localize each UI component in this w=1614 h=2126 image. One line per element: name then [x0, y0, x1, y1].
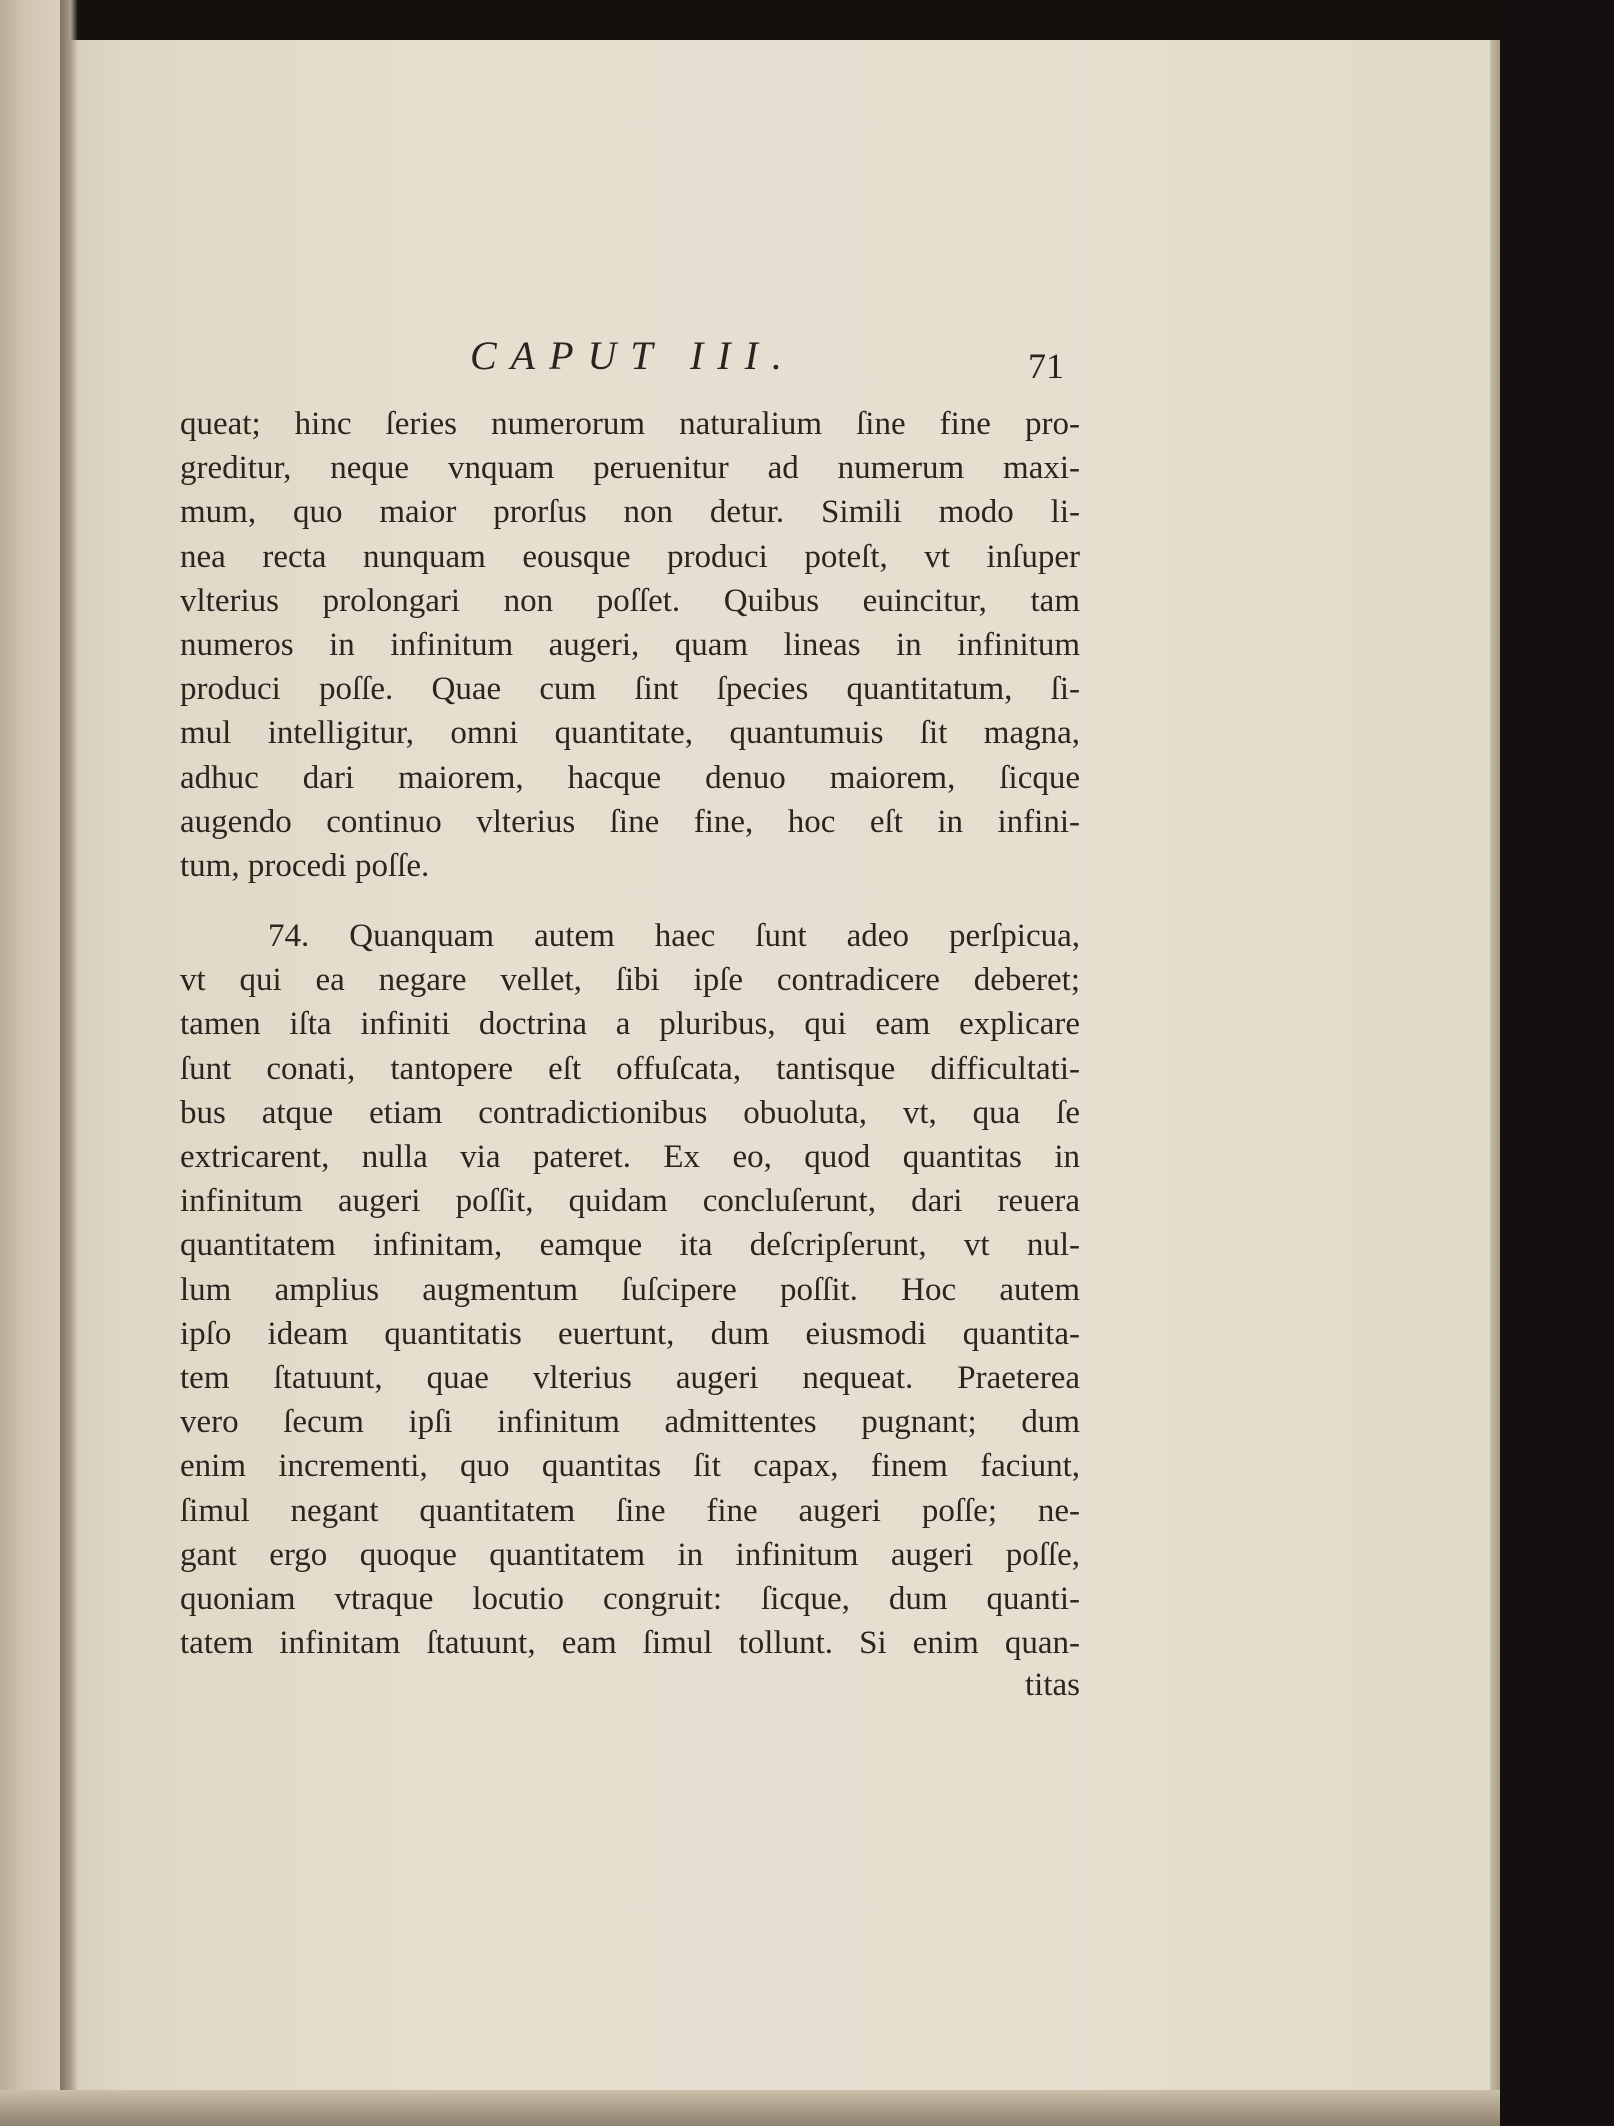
- text-line: tatem infinitam ſtatuunt, eam ſimul tollunt. Si enim quan-: [180, 1625, 1080, 1662]
- running-title: CAPUT III.: [470, 333, 796, 378]
- text-line: ipſo ideam quantitatis euertunt, dum eiusmodi quantita-: [180, 1315, 1080, 1352]
- page-stack-bottom: [0, 2090, 1500, 2126]
- text-line: infinitum augeri poſſit, quidam concluſerunt, dari reuera: [180, 1183, 1080, 1220]
- page-fore-edge: [1490, 40, 1500, 2126]
- text-line: mum, quo maior prorſus non detur. Simili modo li-: [180, 494, 1080, 531]
- text-line: greditur, neque vnquam peruenitur ad numerum maxi-: [180, 450, 1080, 487]
- text-line: augendo continuo vlterius ſine fine, hoc eſt in infini-: [180, 803, 1080, 840]
- text-line: vt qui ea negare vellet, ſibi ipſe contradicere deberet;: [180, 962, 1080, 999]
- text-line: extricarent, nulla via pateret. Ex eo, quod quantitas in: [180, 1139, 1080, 1175]
- background-right: [1500, 0, 1614, 2126]
- text-line: gant ergo quoque quantitatem in infinitum augeri poſſe,: [180, 1536, 1080, 1573]
- paragraph-74-first-line: 74. Quanquam autem haec ſunt adeo perſpicua,: [268, 918, 1080, 955]
- facing-page-edge: [0, 0, 60, 2126]
- page-number: 71: [1028, 346, 1064, 386]
- text-line: queat; hinc ſeries numerorum naturalium ſine fine pro-: [180, 406, 1080, 442]
- text-line: ſunt conati, tantopere eſt offuſcata, tantisque difficultati-: [180, 1050, 1080, 1087]
- text-line: tem ſtatuunt, quae vlterius augeri nequeat. Praeterea: [180, 1359, 1080, 1396]
- text-line: vlterius prolongari non poſſet. Quibus euincitur, tam: [180, 582, 1080, 619]
- catchword: titas: [1025, 1667, 1080, 1704]
- text-line: adhuc dari maiorem, hacque denuo maiorem, ſicque: [180, 759, 1080, 796]
- text-line: quoniam vtraque locutio congruit: ſicque, dum quanti-: [180, 1580, 1080, 1617]
- text-line: nea recta nunquam eousque produci poteſt, vt inſuper: [180, 538, 1080, 575]
- text-line: enim incrementi, quo quantitas ſit capax, finem faciunt,: [180, 1448, 1080, 1485]
- text-line: numeros in infinitum augeri, quam lineas in infinitum: [180, 626, 1080, 663]
- text-line: bus atque etiam contradictionibus obuoluta, vt, qua ſe: [180, 1094, 1080, 1131]
- text-line: quantitatem infinitam, eamque ita deſcripſerunt, vt nul-: [180, 1227, 1080, 1264]
- body-text: [180, 402, 1080, 1665]
- text-line: ſimul negant quantitatem ſine fine augeri poſſe; ne-: [180, 1492, 1080, 1529]
- binding-shadow: [60, 0, 78, 2126]
- text-line: tum, procedi poſſe.: [180, 847, 430, 884]
- text-line: mul intelligitur, omni quantitate, quantumuis ſit magna,: [180, 715, 1080, 752]
- text-line: produci poſſe. Quae cum ſint ſpecies quantitatum, ſi-: [180, 671, 1080, 708]
- paragraph-gap: [180, 888, 1080, 914]
- text-line: vero ſecum ipſi infinitum admittentes pugnant; dum: [180, 1404, 1080, 1441]
- text-line: tamen iſta infiniti doctrina a pluribus, qui eam explicare: [180, 1006, 1080, 1043]
- text-line: lum amplius augmentum ſuſcipere poſſit. Hoc autem: [180, 1271, 1080, 1308]
